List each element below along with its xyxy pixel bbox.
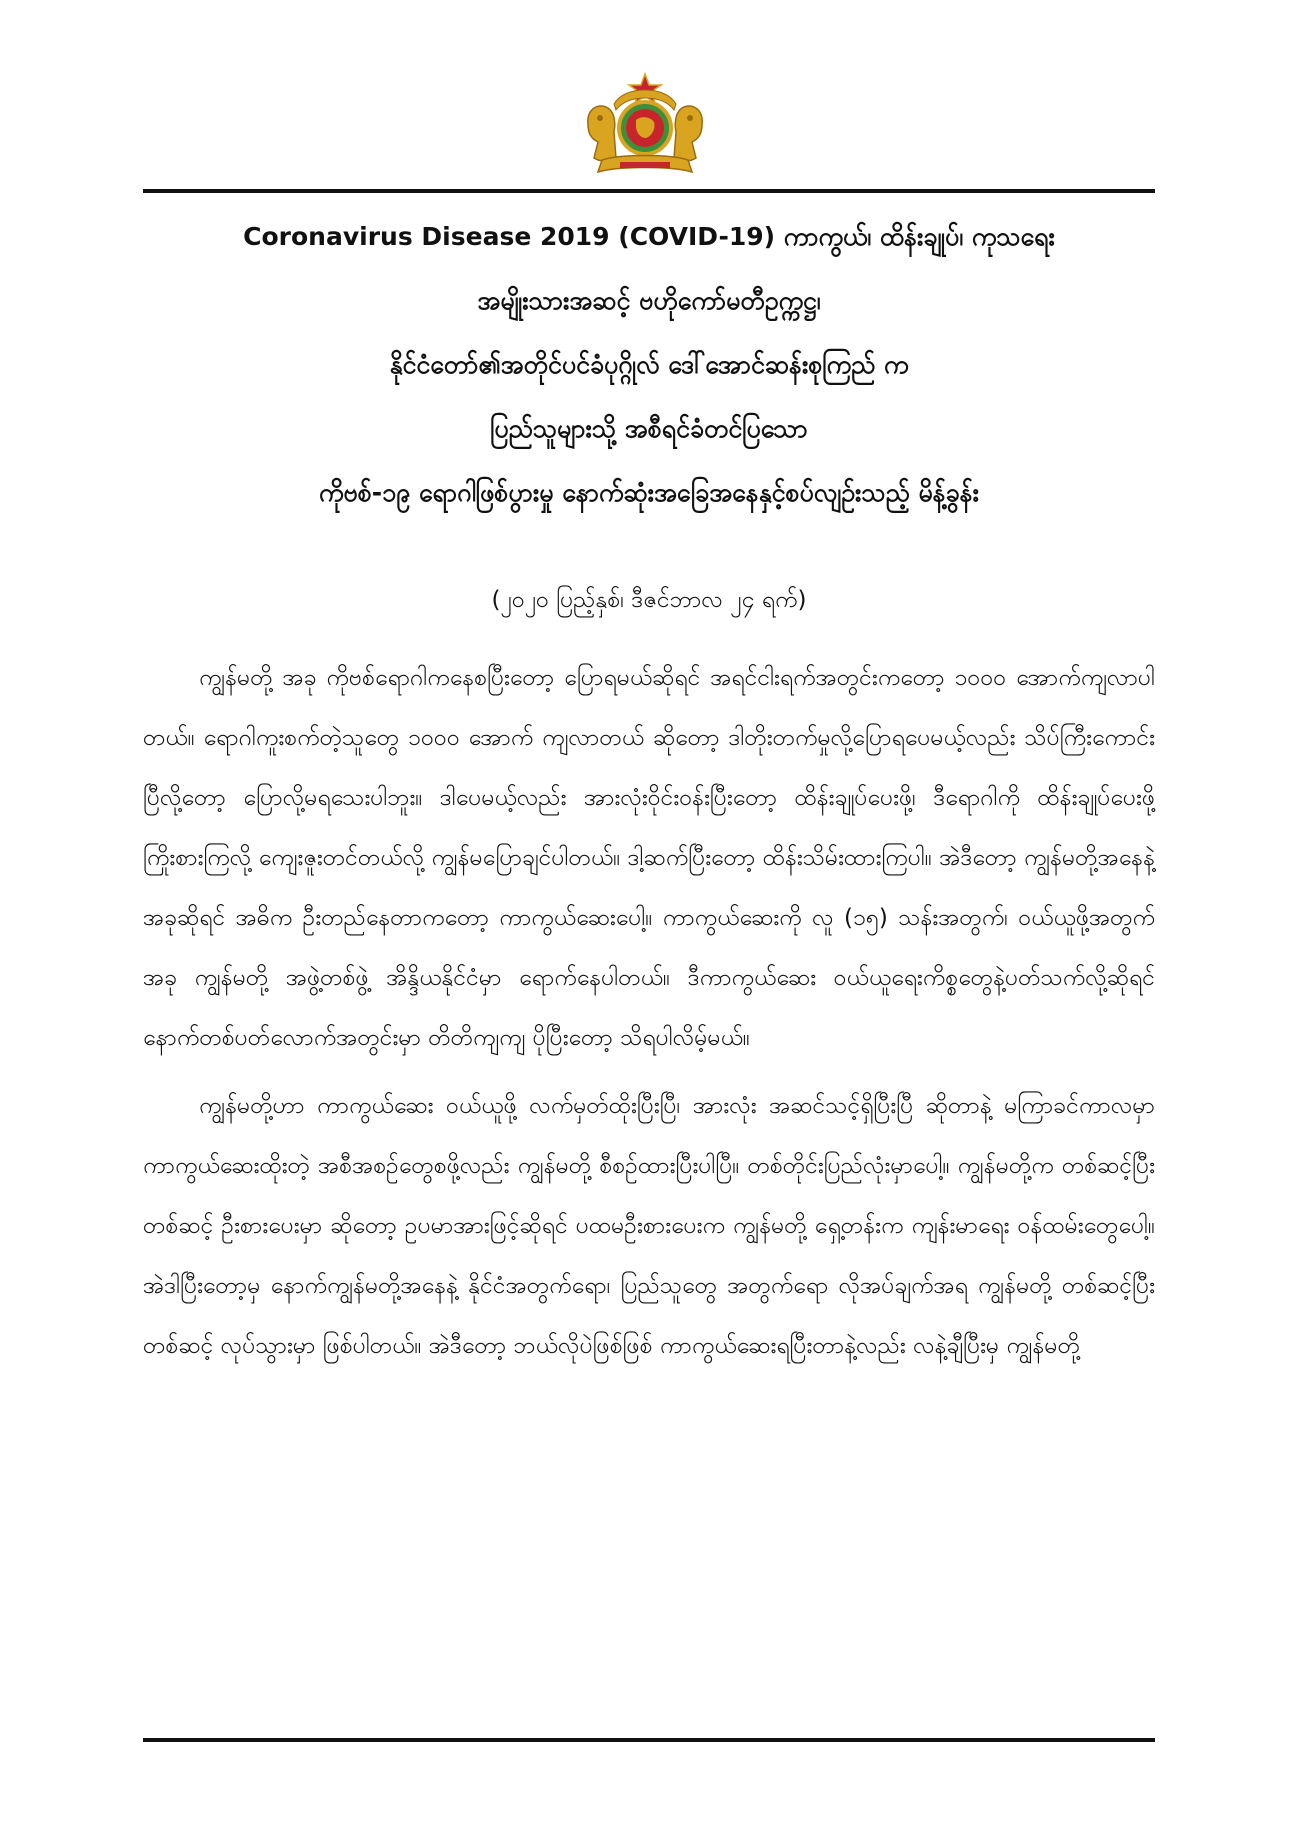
headline-line: နိုင်ငံတော်၏အတိုင်ပင်ခံပုဂ္ဂိုလ် ဒေါ်အောင်ဆန်းစုကြည် က [389, 350, 909, 379]
dateline: (၂၀၂၀ ပြည့်နှစ်၊ ဒီဇင်ဘာလ ၂၄ ရက်) [491, 587, 807, 613]
footer-rule [143, 1738, 1155, 1742]
paragraph: ကျွန်မတို့ အခု ကိုဗစ်ရောဂါကနေစပြီးတော့ ပြောရမယ်ဆိုရင် အရင်ငါးရက်အတွင်းကတော့ ၁၀၀၀ အောက်ကျလာပါတယ်။ ရောဂါကူးစက်တဲ့သူတွေ ၁၀၀၀ အောက် ကျလာတယ် ဆိုတော့ ဒါတိုးတက်မှုလို့ပြောရပေမယ့်လည်း သိပ်ကြီးကောင်းပြီလို့တော့ ပြောလို့မရသေးပါဘူး။ ဒါပေမယ့်လည်း အားလုံးဝိုင်းဝန်းပြီးတော့ ထိန်းချုပ်ပေးဖို့၊ ဒီရောဂါကို ထိန်းချုပ်ပေးဖို့ ကြိုးစားကြလို့ ကျေးဇူးတင်တယ်လို့ ကျွန်မပြောချင်ပါတယ်။ ဒါ့ဆက်ပြီးတော့ ထိန်းသိမ်းထားကြပါ။ အဲဒီတော့ ကျွန်မတို့အနေနဲ့ အခုဆိုရင် အဓိက ဦးတည်နေတာကတော့ ကာကွယ်ဆေးပေါ့။ ကာကွယ်ဆေးကို လူ (၁၅) သန်းအတွက်၊ ဝယ်ယူဖို့အတွက် အခု ကျွန်မတို့ အဖွဲ့တစ်ဖွဲ့ အိန္ဒိယနိုင်ငံမှာ ရောက်နေပါတယ်။ ဒီကာကွယ်ဆေး ဝယ်ယူရေးကိစ္စတွေနဲ့ပတ်သက်လို့ဆိုရင် နောက်တစ်ပတ်လောက်အတွင်းမှာ တိတိကျကျ ပိုပြီးတော့ သိရပါလိမ့်မယ်။ [143, 665, 1155, 1051]
headline-line: ပြည်သူများသို့ အစီရင်ခံတင်ပြသော [490, 414, 808, 443]
headline-line: အမျိုးသားအဆင့် ဗဟိုကော်မတီဥက္ကဋ္ဌ၊ [477, 286, 821, 315]
state-emblem [580, 72, 710, 182]
headline [143, 205, 1155, 525]
paragraph: ကျွန်မတို့ဟာ ကာကွယ်ဆေး ဝယ်ယူဖို့ လက်မှတ်ထိုးပြီးပြီ၊ အားလုံး အဆင်သင့်ရှိပြီးပြီ ဆိုတာနဲ့ မကြာခင်ကာလမှာ ကာကွယ်ဆေးထိုးတဲ့ အစီအစဉ်တွေစဖို့လည်း ကျွန်မတို့ စီစဉ်ထားပြီးပါပြီ။ တစ်တိုင်းပြည်လုံးမှာပေါ့။ ကျွန်မတို့က တစ်ဆင့်ပြီးတစ်ဆင့် ဦးစားပေးမှာ ဆိုတော့ ဥပမာအားဖြင့်ဆိုရင် ပထမဦးစားပေးက ကျွန်မတို့ ရှေ့တန်းက ကျန်းမာရေး ဝန်ထမ်းတွေပေါ့။ အဲဒါပြီးတော့မှ နောက်ကျွန်မတို့အနေနဲ့ နိုင်ငံအတွက်ရော၊ ပြည်သူတွေ အတွက်ရော လိုအပ်ချက်အရ ကျွန်မတို့ တစ်ဆင့်ပြီးတစ်ဆင့် လုပ်သွားမှာ ဖြစ်ပါတယ်။ အဲဒီတော့ ဘယ်လိုပဲဖြစ်ဖြစ် ကာကွယ်ဆေးရပြီးတာနဲ့လည်း လနဲ့ချီပြီးမှ ကျွန်မတို့ [143, 1093, 1155, 1359]
headline-line: ကိုဗစ်-၁၉ ရောဂါဖြစ်ပွားမှု နောက်ဆုံးအခြေအနေနှင့်စပ်လျဉ်းသည့် မိန့်ခွန်း [318, 478, 980, 507]
body-text [143, 648, 1155, 1384]
headline-line: Coronavirus Disease 2019 (COVID-19) ကာကွယ်၊ ထိန်းချုပ်၊ ကုသရေး [243, 222, 1055, 251]
header-rule [143, 189, 1155, 193]
state-seal-icon [580, 72, 710, 182]
